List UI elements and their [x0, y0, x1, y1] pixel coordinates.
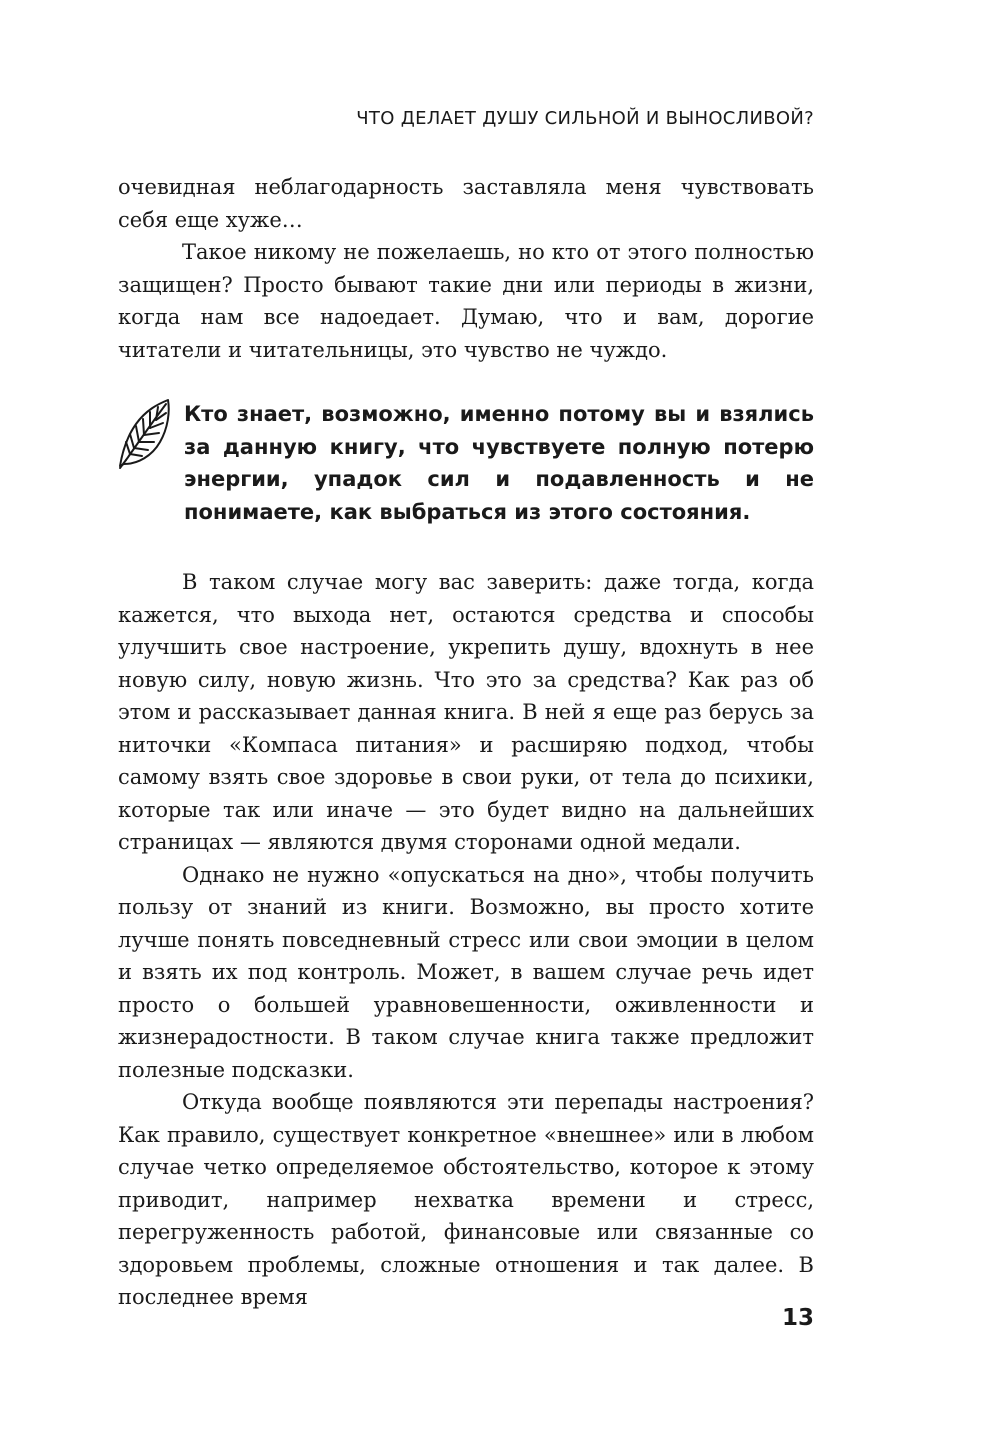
running-head: ЧТО ДЕЛАЕТ ДУШУ СИЛЬНОЙ И ВЫНОСЛИВОЙ? [356, 108, 814, 129]
text-block-bottom [118, 566, 814, 1314]
paragraph: В таком случае могу вас заверить: даже тогда, когда кажется, что выхода нет, остаются средства и способы улучшить свое настроение, укрепить душу, вдохнуть в нее новую силу, новую жизнь. Что это за средства? Как раз об этом и рассказывает данная книга. В ней я еще раз берусь за ниточки «Компаса питания» и расширяю подход, чтобы самому взять свое здоровье в свои руки, от тела до психики, которые так или иначе — это будет видно на дальнейших страницах — являются двумя сторонами одной медали. [118, 570, 814, 854]
callout-text: Кто знает, возможно, именно потому вы и взялись за данную книгу, что чувствуете полную потерю энергии, упадок сил и подавленность и не понимаете, как выбраться из этого состояния. [184, 402, 814, 524]
page-number: 13 [781, 1305, 814, 1331]
paragraph: Однако не нужно «опускаться на дно», чтобы получить пользу от знаний из книги. Возможно, вы просто хотите лучше понять повседневный стресс или свои эмоции в целом и взять их под контроль. Может, в вашем случае речь идет просто о большей уравновешенности, оживленности и жизнерадостности. В таком случае книга также предложит полезные подсказки. [118, 862, 814, 1082]
text-block-top [118, 171, 814, 366]
leaf-icon [116, 398, 172, 470]
paragraph: очевидная неблагодарность заставляла меня чувствовать себя еще хуже… [118, 175, 814, 232]
callout [116, 398, 816, 538]
paragraph: Такое никому не пожелаешь, но кто от этого полностью защищен? Просто бывают такие дни или периоды в жизни, когда нам все надоедает. Думаю, что и вам, дорогие читатели и читательницы, это чувство не чуждо. [118, 240, 814, 362]
paragraph: Откуда вообще появляются эти перепады настроения? Как правило, существует конкретное «внешнее» или в любом случае четко определяемое обстоятельство, которое к этому приводит, например нехватка времени и стресс, перегруженность работой, финансовые или связанные со здоровьем проблемы, сложные отношения и так далее. В последнее время [118, 1090, 814, 1309]
